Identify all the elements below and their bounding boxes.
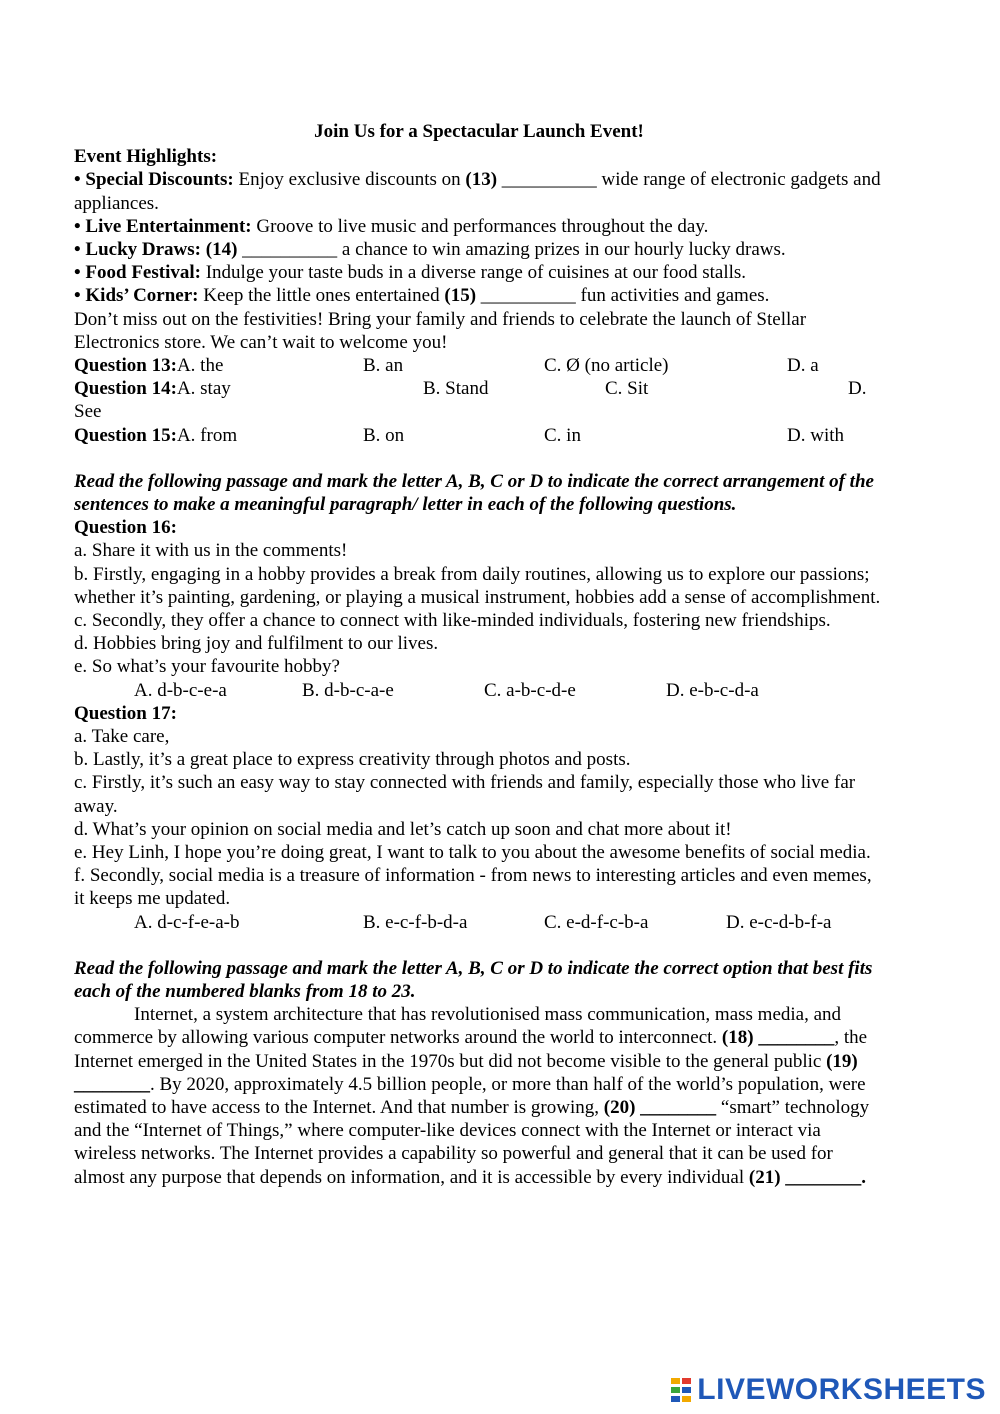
list-item: d. What’s your opinion on social media and let’s catch up soon and chat more about it! [74, 818, 732, 840]
highlight-lucky-draws: • Lucky Draws: (14) __________ a chance to win amazing prizes in our hourly lucky draws. [74, 239, 786, 261]
question-13: Question 13: A. the B. an C. Ø (no article) D. a [74, 355, 819, 377]
list-item: a. Share it with us in the comments! [74, 540, 348, 562]
liveworksheets-logo [671, 1373, 986, 1407]
question-17-label: Question 17: [74, 702, 177, 724]
list-item: b. Lastly, it’s a great place to express creativity through photos and posts. [74, 749, 631, 771]
highlight-food-festival: • Food Festival: Indulge your taste buds in a diverse range of cuisines at our food stalls. [74, 262, 747, 284]
instruction-blanks: Read the following passage and mark the letter A, B, C or D to indicate the correct option that best fits each of the numbered blanks from 18 to 23. [74, 957, 873, 1003]
instruction-arrangement: Read the following passage and mark the letter A, B, C or D to indicate the correct arrangement of the sentences to make a meaningful paragraph/ letter in each of the following questions. [74, 470, 874, 515]
question-17-options: A. d-c-f-e-a-b B. e-c-f-b-d-a C. e-d-f-c-b-a D. e-c-d-b-f-a [134, 911, 832, 933]
question-14: Question 14: A. stay B. Stand C. Sit D. [74, 378, 867, 400]
list-item: e. Hey Linh, I hope you’re doing great, I want to talk to you about the awesome benefits of social media. [74, 842, 871, 864]
list-item: d. Hobbies bring joy and fulfilment to our lives. [74, 633, 439, 655]
worksheet-page [74, 120, 884, 1189]
highlight-special-discounts: • Special Discounts: Enjoy exclusive discounts on (13) __________ wide range of electronic gadgets and appliances. [74, 169, 881, 214]
list-item: b. Firstly, engaging in a hobby provides a break from daily routines, allowing us to explore our passions; whether it’s painting, gardening, or playing a musical instrument, hobbies add a sense of accomplishment. [74, 563, 881, 608]
liveworksheets-logo-text: LIVEWORKSHEETS [697, 1373, 986, 1407]
list-item: a. Take care, [74, 726, 170, 748]
list-item: c. Firstly, it’s such an easy way to stay connected with friends and family, especially those who live far away. [74, 772, 856, 817]
liveworksheets-logo-icon [671, 1378, 693, 1402]
closing-paragraph: Don’t miss out on the festivities! Bring your family and friends to celebrate the launch of Stellar Electronics store. We can’t wait to welcome you! [74, 308, 807, 353]
question-15: Question 15: A. from B. on C. in D. with [74, 424, 844, 446]
question-14-option-d-text: See [74, 401, 102, 423]
highlight-live-entertainment: • Live Entertainment: Groove to live music and performances throughout the day. [74, 215, 709, 237]
internet-passage: Internet, a system architecture that has revolutionised mass communication, mass media, and commerce by allowing various computer networks around the world to interconnect. (18) ________, the Internet emerged in the United States in the 1970s but did not become visible to the general public (19) ________. By 2020, approximately 4.5 billion people, or more than half of the world’s population, were estimated to have access to the Internet. And that number is growing, (20) ________ “smart” technology and the “Internet of Things,” where computer-like devices connect with the Internet or interact via wireless networks. The Internet provides a capability so powerful and general that it can be used for almost any purpose that depends on information, and it is accessible by every individual (21) ________. [74, 1004, 870, 1188]
list-item: f. Secondly, social media is a treasure of information - from news to interesting articles and even memes, it keeps me updated. [74, 865, 872, 910]
question-16-label: Question 16: [74, 517, 177, 539]
list-item: c. Secondly, they offer a chance to connect with like-minded individuals, fostering new friendships. [74, 610, 831, 632]
highlights-heading: Event Highlights: [74, 146, 218, 168]
page-title: Join Us for a Spectacular Launch Event! [314, 121, 644, 142]
question-16-options: A. d-b-c-e-a B. d-b-c-a-e C. a-b-c-d-e D. e-b-c-d-a [134, 679, 759, 701]
highlight-kids-corner: • Kids’ Corner: Keep the little ones entertained (15) __________ fun activities and games. [74, 285, 770, 307]
list-item: e. So what’s your favourite hobby? [74, 656, 340, 678]
